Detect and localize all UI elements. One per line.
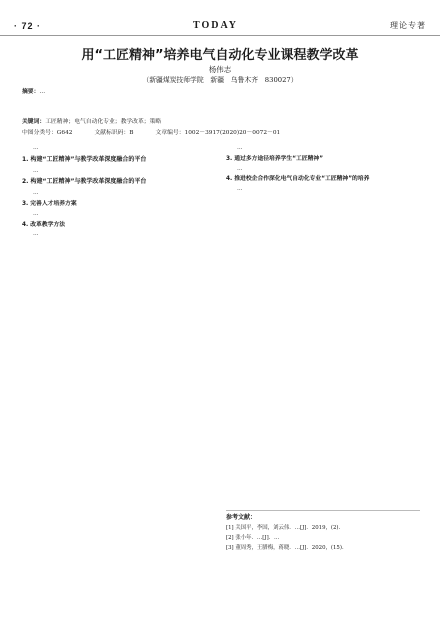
section-paragraph: … bbox=[33, 190, 39, 197]
doc-code: 文献标识码：B bbox=[94, 130, 134, 136]
intro-paragraph: … bbox=[33, 145, 39, 151]
keywords-label: 关键词： bbox=[22, 119, 46, 125]
reference-item: [2] 张小年．…[J]．… bbox=[226, 535, 280, 541]
body-column-left bbox=[22, 144, 214, 241]
running-header bbox=[0, 0, 440, 36]
section-paragraph: … bbox=[33, 167, 39, 174]
section-paragraph: … bbox=[237, 165, 243, 172]
abstract bbox=[22, 88, 418, 97]
page-bottom-fade bbox=[0, 600, 440, 620]
page-number: · 72 · bbox=[14, 21, 42, 31]
section-heading: 2. 构建“工匠精神”与教学改革深度融合的平台 bbox=[22, 178, 147, 186]
subsection-heading: 3. 通过多方途径培养学生“工匠精神” bbox=[226, 155, 324, 162]
references bbox=[226, 510, 420, 554]
keywords bbox=[22, 116, 418, 125]
references-heading: 参考文献： bbox=[226, 514, 257, 521]
keywords-text: 工匠精神；电气自动化专业；教学改革；策略 bbox=[45, 119, 162, 125]
subsection-heading: 4. 改革教学方法 bbox=[22, 221, 66, 228]
abstract-text: … bbox=[39, 89, 46, 95]
article-title: 用“工匠精神”培养电气自动化专业课程教学改革 bbox=[81, 48, 359, 63]
article-author: 杨伟志 bbox=[208, 65, 232, 74]
abstract-label: 摘要： bbox=[22, 89, 40, 95]
section-paragraph: … bbox=[33, 231, 39, 238]
section-heading: 1. 构建“工匠精神”与教学改革深度融合的平台 bbox=[22, 155, 147, 163]
section-paragraph: … bbox=[237, 186, 243, 193]
column-name: 理论专著 bbox=[390, 21, 426, 30]
clc-number: 中图分类号：G642 bbox=[22, 130, 73, 136]
magazine-name: TODAY bbox=[193, 20, 239, 31]
subsection-heading: 4. 推进校企合作深化电气自动化专业“工匠精神”的培养 bbox=[226, 176, 370, 183]
section-paragraph: … bbox=[237, 145, 243, 151]
body-column-right bbox=[226, 144, 420, 196]
reference-item: [3] 董周秀，王腊梅，蒋晓．…[J]．2020，(15)． bbox=[226, 545, 348, 551]
classification-line bbox=[22, 127, 418, 136]
reference-item: [1] 关国平，李国，刘云伟．…[J]．2019，(2)． bbox=[226, 525, 344, 531]
author-affiliation: （新疆煤炭技师学院 新疆 乌鲁木齐 830027） bbox=[142, 76, 298, 84]
subsection-heading: 3. 完善人才培养方案 bbox=[22, 200, 77, 207]
article-number: 文章编号：1002－3917(2020)20－0072－01 bbox=[155, 130, 281, 136]
section-paragraph: … bbox=[33, 210, 39, 217]
